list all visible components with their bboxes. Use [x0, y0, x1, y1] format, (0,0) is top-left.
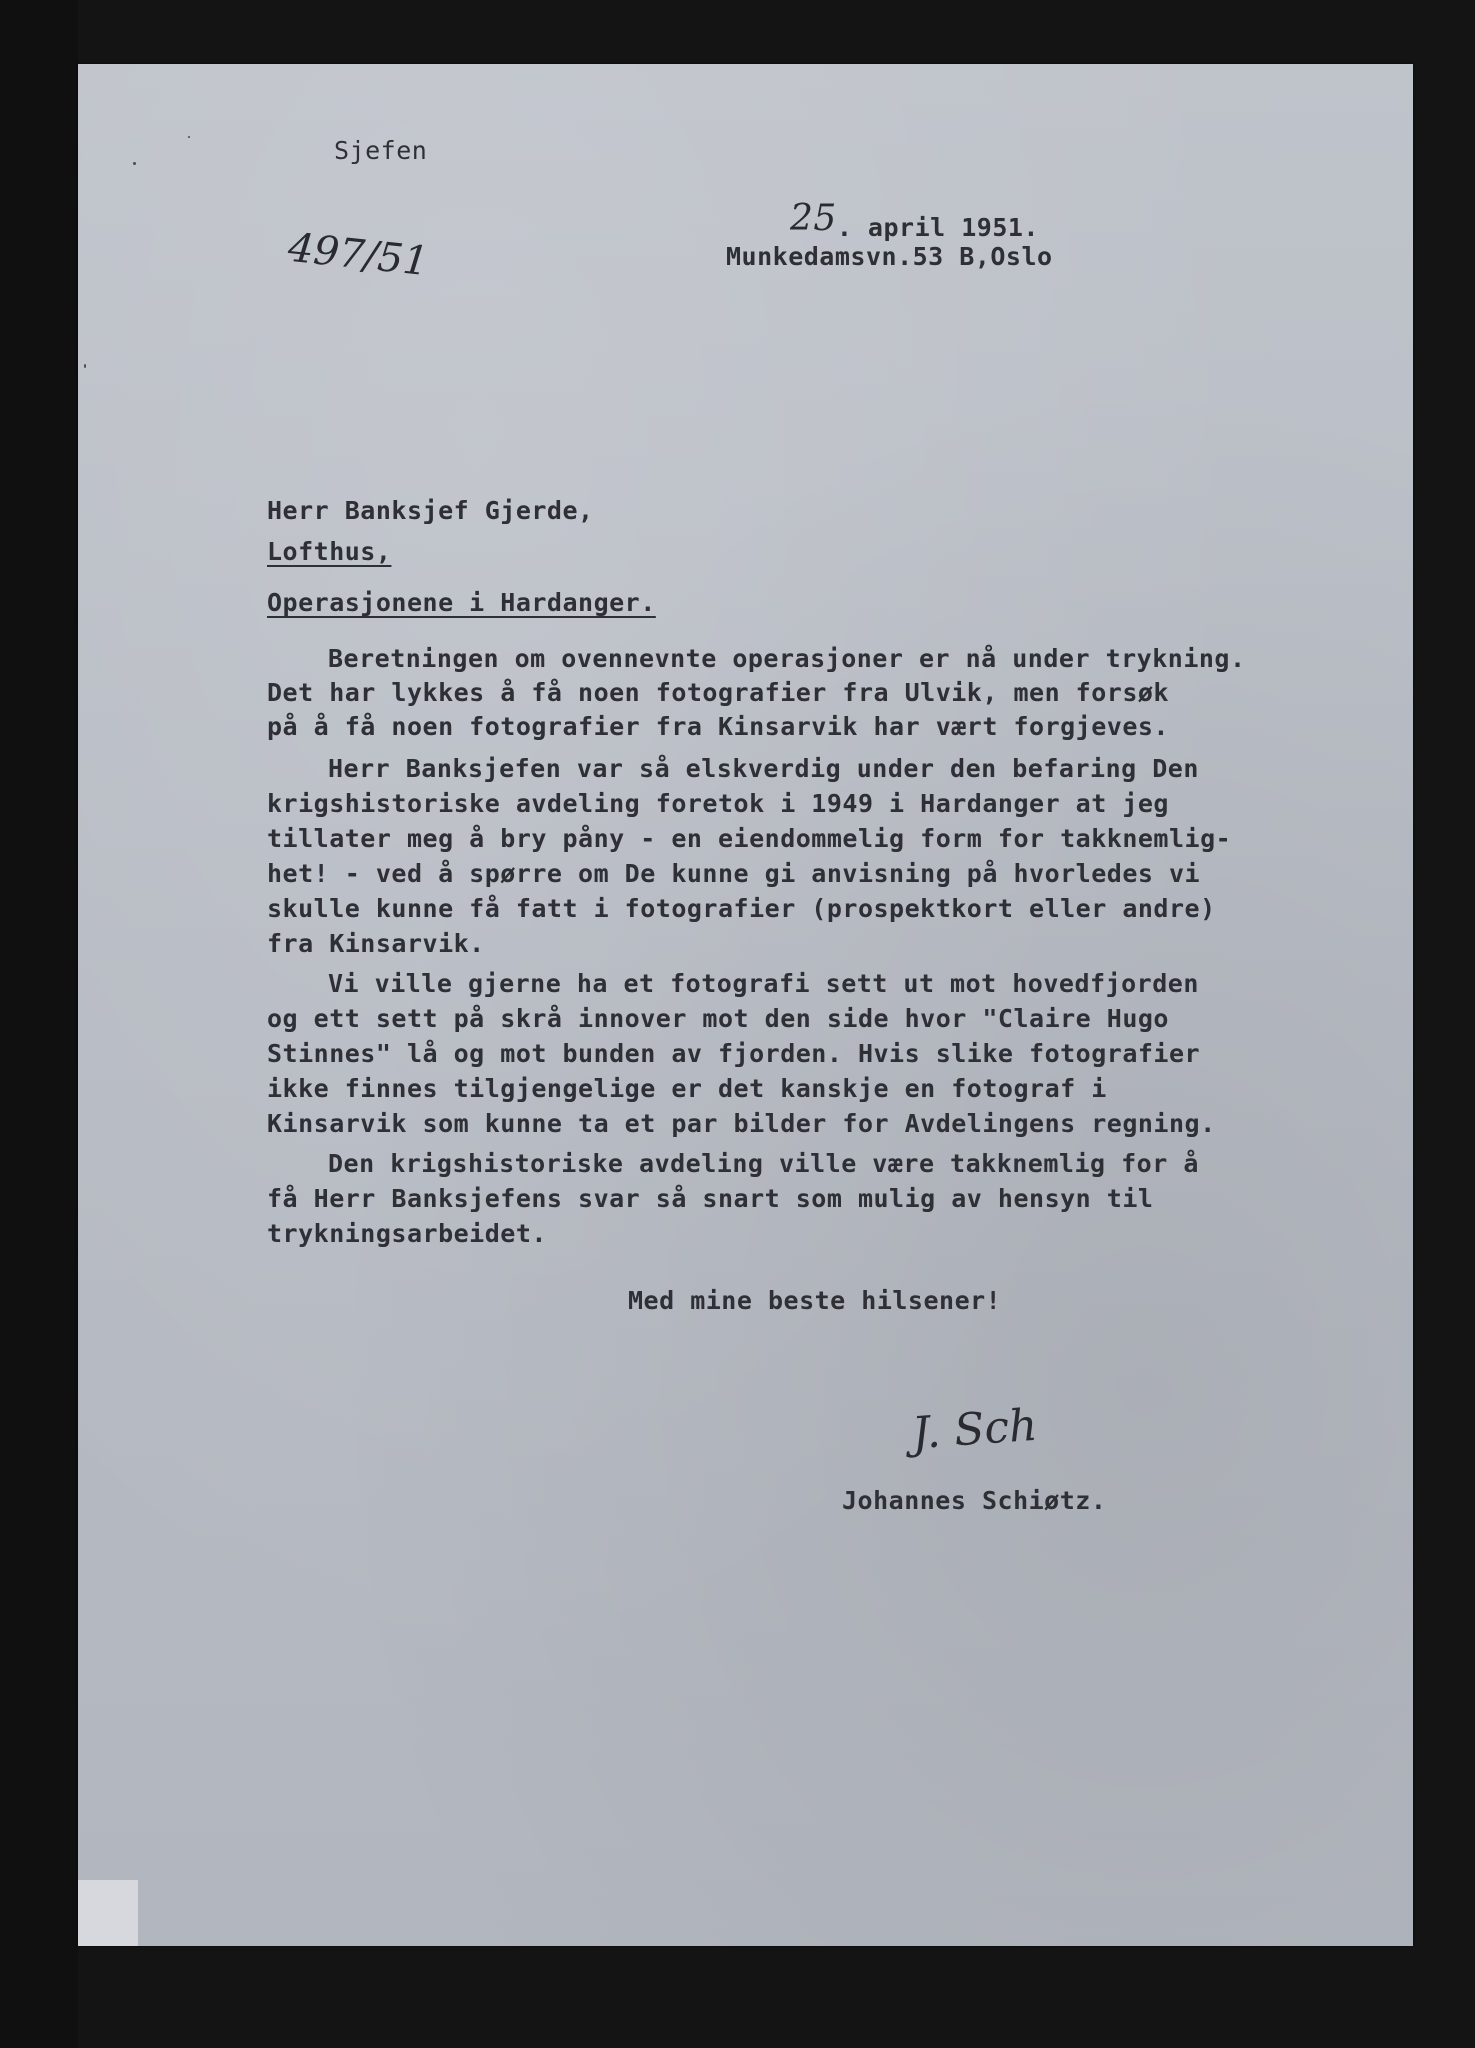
paper-speck	[188, 136, 190, 138]
paper-speck	[84, 364, 86, 368]
closing-greeting: Med mine beste hilsener!	[628, 1286, 1002, 1315]
handwritten-signature: J. Sch	[910, 1399, 1039, 1460]
handwritten-reference-number: 497/51	[285, 224, 431, 286]
addressee-place: Lofthus,	[267, 537, 392, 566]
letter-subject: Operasjonene i Hardanger.	[267, 588, 656, 617]
body-line: Den krigshistoriske avdeling ville være takknemlig for å	[328, 1149, 1199, 1178]
body-line: trykningsarbeidet.	[267, 1219, 547, 1248]
body-line: Kinsarvik som kunne ta et par bilder for Avdelingens regning.	[267, 1109, 1216, 1138]
body-line: Beretningen om ovennevnte operasjoner er nå under trykning.	[328, 644, 1246, 673]
body-line: Stinnes" lå og mot bunden av fjorden. Hvis slike fotografier	[267, 1039, 1201, 1068]
letter-page	[78, 64, 1413, 1946]
sender-address: Munkedamsvn.53 B,Oslo	[726, 242, 1053, 271]
body-line: krigshistoriske avdeling foretok i 1949 i Hardanger at jeg	[267, 789, 1169, 818]
body-line: skulle kunne få fatt i fotografier (prospektkort eller andre)	[267, 894, 1216, 923]
body-line: på å få noen fotografier fra Kinsarvik har vært forgjeves.	[267, 712, 1169, 741]
body-line: Det har lykkes å få noen fotografier fra Ulvik, men forsøk	[267, 678, 1169, 707]
body-line: Vi ville gjerne ha et fotografi sett ut mot hovedfjorden	[328, 969, 1199, 998]
recipient-note: Sjefen	[334, 136, 428, 165]
signatory-name: Johannes Schiøtz.	[842, 1486, 1107, 1515]
paper-tab	[78, 1880, 138, 1946]
body-line: fra Kinsarvik.	[267, 929, 485, 958]
body-line: tillater meg å bry påny - en eiendommelig form for takknemlig-	[267, 824, 1232, 853]
body-line: få Herr Banksjefens svar så snart som mulig av hensyn til	[267, 1184, 1154, 1213]
addressee-name: Herr Banksjef Gjerde,	[267, 496, 594, 525]
body-line: het! - ved å spørre om De kunne gi anvisning på hvorledes vi	[267, 859, 1201, 888]
typed-date: . april 1951.	[836, 213, 1039, 242]
handwritten-date-day: 25	[790, 198, 837, 239]
body-line: og ett sett på skrå innover mot den side hvor "Claire Hugo	[267, 1004, 1169, 1033]
body-line: ikke finnes tilgjengelige er det kanskje en fotograf i	[267, 1074, 1107, 1103]
letter-date	[790, 198, 1039, 245]
scan-background	[0, 0, 78, 2048]
paper-speck	[133, 162, 136, 165]
body-line: Herr Banksjefen var så elskverdig under den befaring Den	[328, 754, 1199, 783]
